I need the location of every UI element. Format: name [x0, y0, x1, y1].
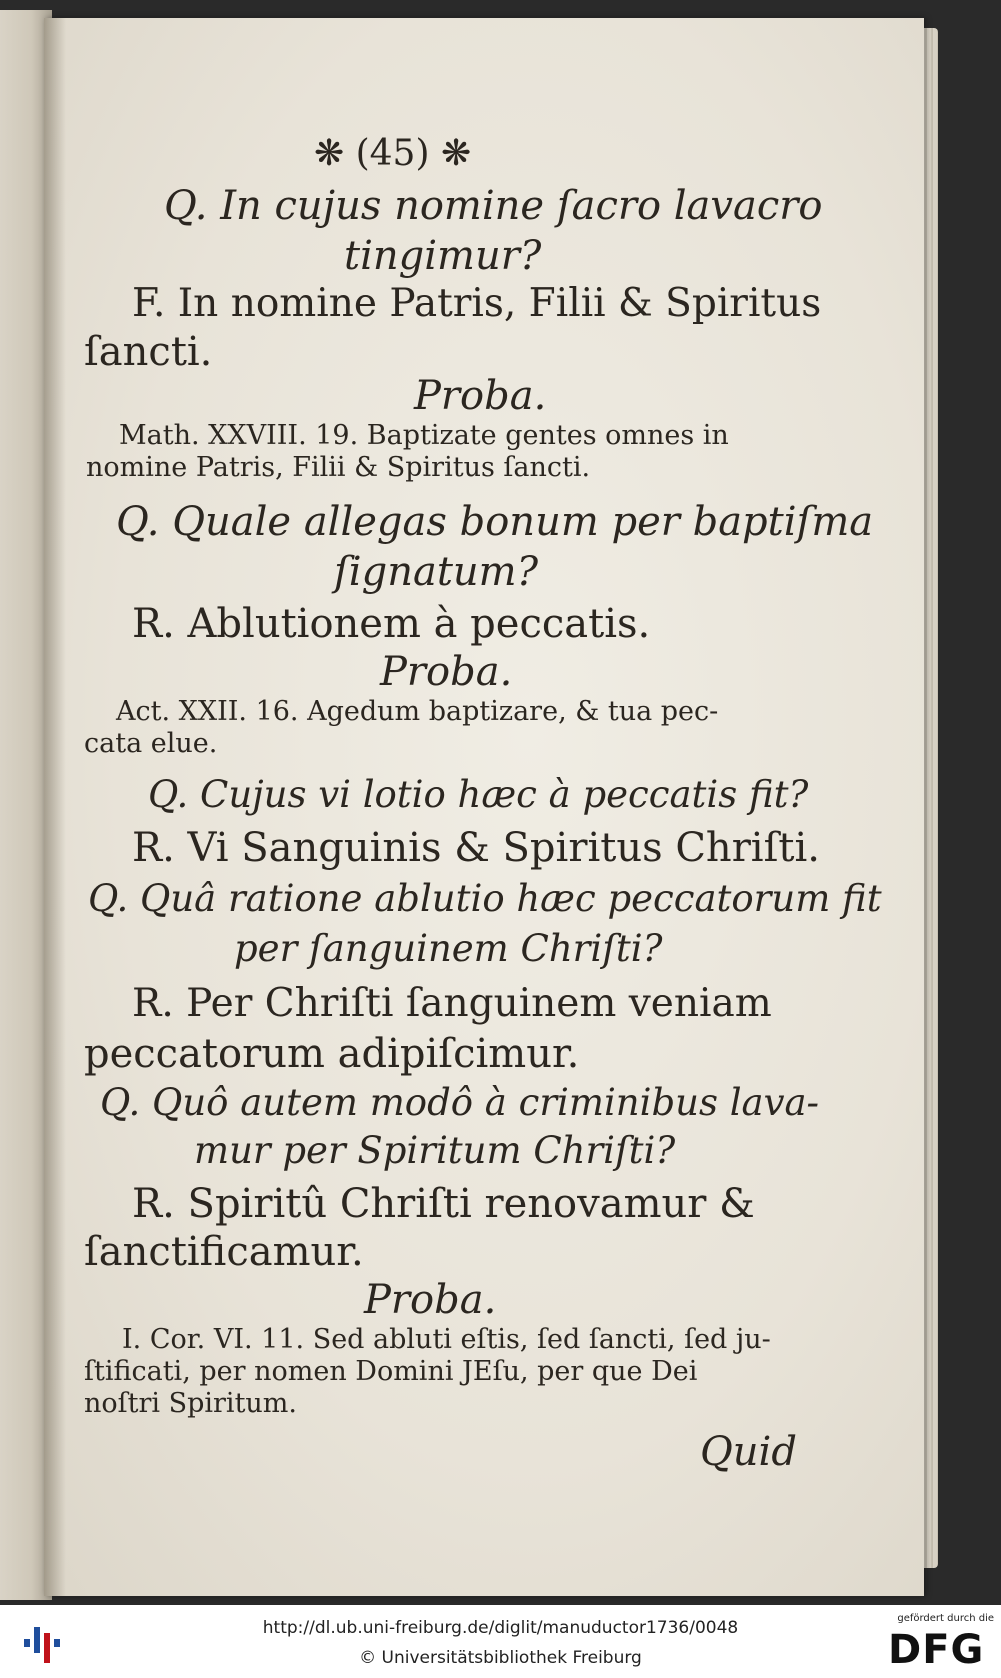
funding-note: gefördert durch die [897, 1613, 994, 1624]
citation-line: cata elue. [84, 728, 218, 759]
question-line: Q. Quale allegas bonum per baptiſma [116, 499, 874, 545]
citation-line: Math. XXVIII. 19. Baptizate gentes omnes in [119, 420, 729, 451]
answer-line: F. In nomine Patris, Filii & Spiritus [132, 281, 822, 326]
answer-line: ſancti. [84, 329, 213, 375]
citation-line: noſtri Spiritum. [84, 1388, 297, 1419]
question-line: mur per Spiritum Chriſti? [194, 1129, 676, 1172]
proba-heading: Proba. [414, 373, 547, 419]
answer-line: R. Per Chriſti ſanguinem veniam [132, 981, 772, 1026]
citation-line: nomine Patris, Filii & Spiritus ſancti. [86, 452, 591, 483]
page-header: ❋ (45) ❋ [314, 133, 472, 174]
answer-line: peccatorum adipiſcimur. [84, 1031, 580, 1077]
permalink-url[interactable]: http://dl.ub.uni-freiburg.de/diglit/manuductor1736/0048 [262, 1618, 739, 1638]
viewer-footer [0, 1605, 1001, 1678]
question-line: per ſanguinem Chriſti? [234, 927, 663, 970]
question-line: Q. Quô autem modô à criminibus lava- [100, 1081, 820, 1124]
copyright-notice: © Universitätsbibliothek Freiburg [359, 1648, 642, 1668]
question-line: Q. In cujus nomine ſacro lavacro [164, 183, 823, 229]
proba-heading: Proba. [380, 649, 513, 695]
citation-line: I. Cor. VI. 11. Sed abluti eſtis, ſed ſancti, ſed ju- [122, 1324, 771, 1355]
answer-line: ſanctificamur. [84, 1229, 364, 1275]
question-line: ſignatum? [334, 549, 539, 595]
answer-line: R. Ablutionem à peccatis. [132, 601, 651, 647]
answer-line: R. Vi Sanguinis & Spiritus Chriſti. [132, 825, 820, 871]
catchword: Quid [700, 1429, 797, 1475]
answer-line: R. Spiritû Chriſti renovamur & [132, 1181, 755, 1227]
proba-heading: Proba. [364, 1277, 497, 1323]
citation-line: Act. XXII. 16. Agedum baptizare, & tua pec- [116, 696, 719, 727]
question-line: Q. Quâ ratione ablutio hæc peccatorum fit [88, 877, 882, 920]
citation-line: ſtificati, per nomen Domini JEſu, per que Dei [84, 1356, 698, 1387]
page-text [44, 18, 924, 1596]
dfg-logo: DFG [888, 1627, 985, 1673]
question-line: Q. Cujus vi lotio hæc à peccatis fit? [148, 773, 809, 816]
question-line: tingimur? [344, 233, 542, 279]
